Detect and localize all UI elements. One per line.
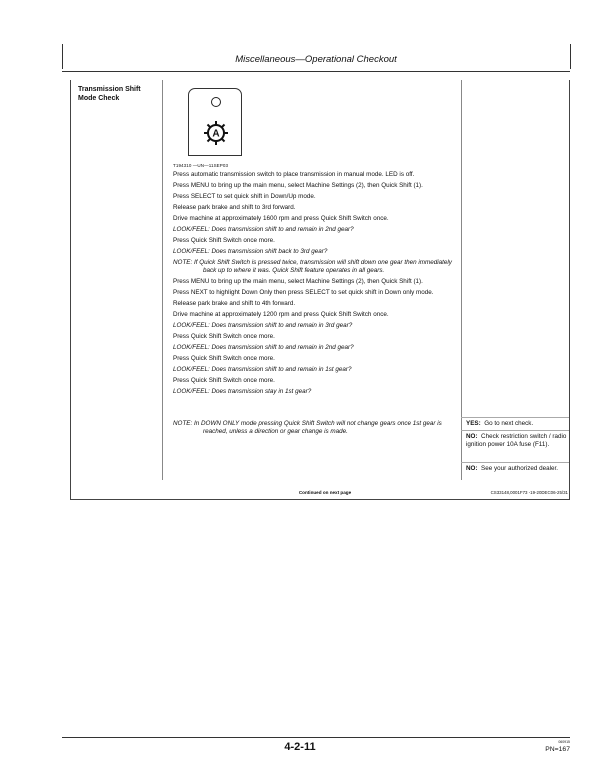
result-yes-label: YES: xyxy=(466,420,481,427)
step-text: Press Quick Shift Switch once more. xyxy=(173,377,275,384)
header-rule xyxy=(62,71,570,72)
step-text: Press Quick Shift Switch once more. xyxy=(173,355,275,362)
result-no-text: See your authorized dealer. xyxy=(481,465,559,472)
procedure-steps xyxy=(173,171,460,439)
result-no-label: NO: xyxy=(466,433,478,440)
step-text: Release park brake and shift to 4th forward. xyxy=(173,300,296,307)
result-rule xyxy=(461,417,569,418)
column-divider-right xyxy=(461,80,462,480)
look-feel-question: LOOK/FEEL: Does transmission shift to and remain in 2nd gear? xyxy=(173,344,354,351)
step-text: Press SELECT to set quick shift in Down/Up mode. xyxy=(173,193,316,200)
result-rule xyxy=(461,430,569,431)
hang-hole-icon xyxy=(211,97,221,107)
content-frame-bottom xyxy=(70,499,570,500)
automatic-transmission-icon xyxy=(203,120,229,146)
pn-number: PN=167 xyxy=(545,746,570,753)
footer-code: 060915 xyxy=(558,740,570,744)
step-text: Press Quick Shift Switch once more. xyxy=(173,333,275,340)
page-header-title: Miscellaneous—Operational Checkout xyxy=(235,54,397,65)
step-text: Press automatic transmission switch to place transmission in manual mode. LED is off. xyxy=(173,171,415,178)
document-reference: CS33148,0001F73 -19-20DEC06-25/31 xyxy=(490,490,568,495)
svg-text:A: A xyxy=(212,128,220,140)
step-text: Drive machine at approximately 1600 rpm and press Quick Shift Switch once. xyxy=(173,215,389,222)
look-feel-question: LOOK/FEEL: Does transmission shift to and remain in 1st gear? xyxy=(173,366,352,373)
step-text: Press Quick Shift Switch once more. xyxy=(173,237,275,244)
continued-on-next-page: Continued on next page xyxy=(298,490,352,495)
footer-rule xyxy=(62,737,570,738)
column-divider-left xyxy=(162,80,163,480)
look-feel-question: LOOK/FEEL: Does transmission shift to and remain in 3rd gear? xyxy=(173,322,353,329)
look-feel-question: LOOK/FEEL: Does transmission shift back to 3rd gear? xyxy=(173,248,328,255)
step-text: Drive machine at approximately 1200 rpm and press Quick Shift Switch once. xyxy=(173,311,389,318)
result-no-text: Check restriction switch / radio ignition power 10A fuse (F11). xyxy=(466,433,567,448)
step-text: Press NEXT to highlight Down Only then press SELECT to set quick shift in Down only mode. xyxy=(173,289,434,296)
result-rule xyxy=(461,462,569,463)
result-no-check xyxy=(466,433,568,449)
result-yes xyxy=(466,420,568,428)
section-title: Transmission Shift Mode Check xyxy=(78,86,141,102)
figure-reference: T194310 —UN—11SEP03 xyxy=(173,163,229,168)
note-text: NOTE: If Quick Shift Switch is pressed twice, transmission will shift down one gear then immediately back up to where it was. Quick Shift feature operates in all gears. xyxy=(173,259,452,274)
result-yes-text: Go to next check. xyxy=(484,420,534,427)
step-text: Release park brake and shift to 3rd forward. xyxy=(173,204,296,211)
page-number: 4-2-11 xyxy=(284,741,316,753)
step-text: Press MENU to bring up the main menu, select Machine Settings (2), then Quick Shift (1). xyxy=(173,278,423,285)
look-feel-question: LOOK/FEEL: Does transmission shift to and remain in 2nd gear? xyxy=(173,226,354,233)
step-text: Press MENU to bring up the main menu, select Machine Settings (2), then Quick Shift (1). xyxy=(173,182,423,189)
result-no-dealer xyxy=(466,465,568,473)
note-text: NOTE: In DOWN ONLY mode pressing Quick Shift Switch will not change gears once 1st gear is reached, unless a direction or gear change is made. xyxy=(173,420,442,435)
result-no-label: NO: xyxy=(466,465,478,472)
automatic-transmission-switch-figure xyxy=(188,88,242,156)
look-feel-question: LOOK/FEEL: Does transmission stay in 1st gear? xyxy=(173,388,312,395)
